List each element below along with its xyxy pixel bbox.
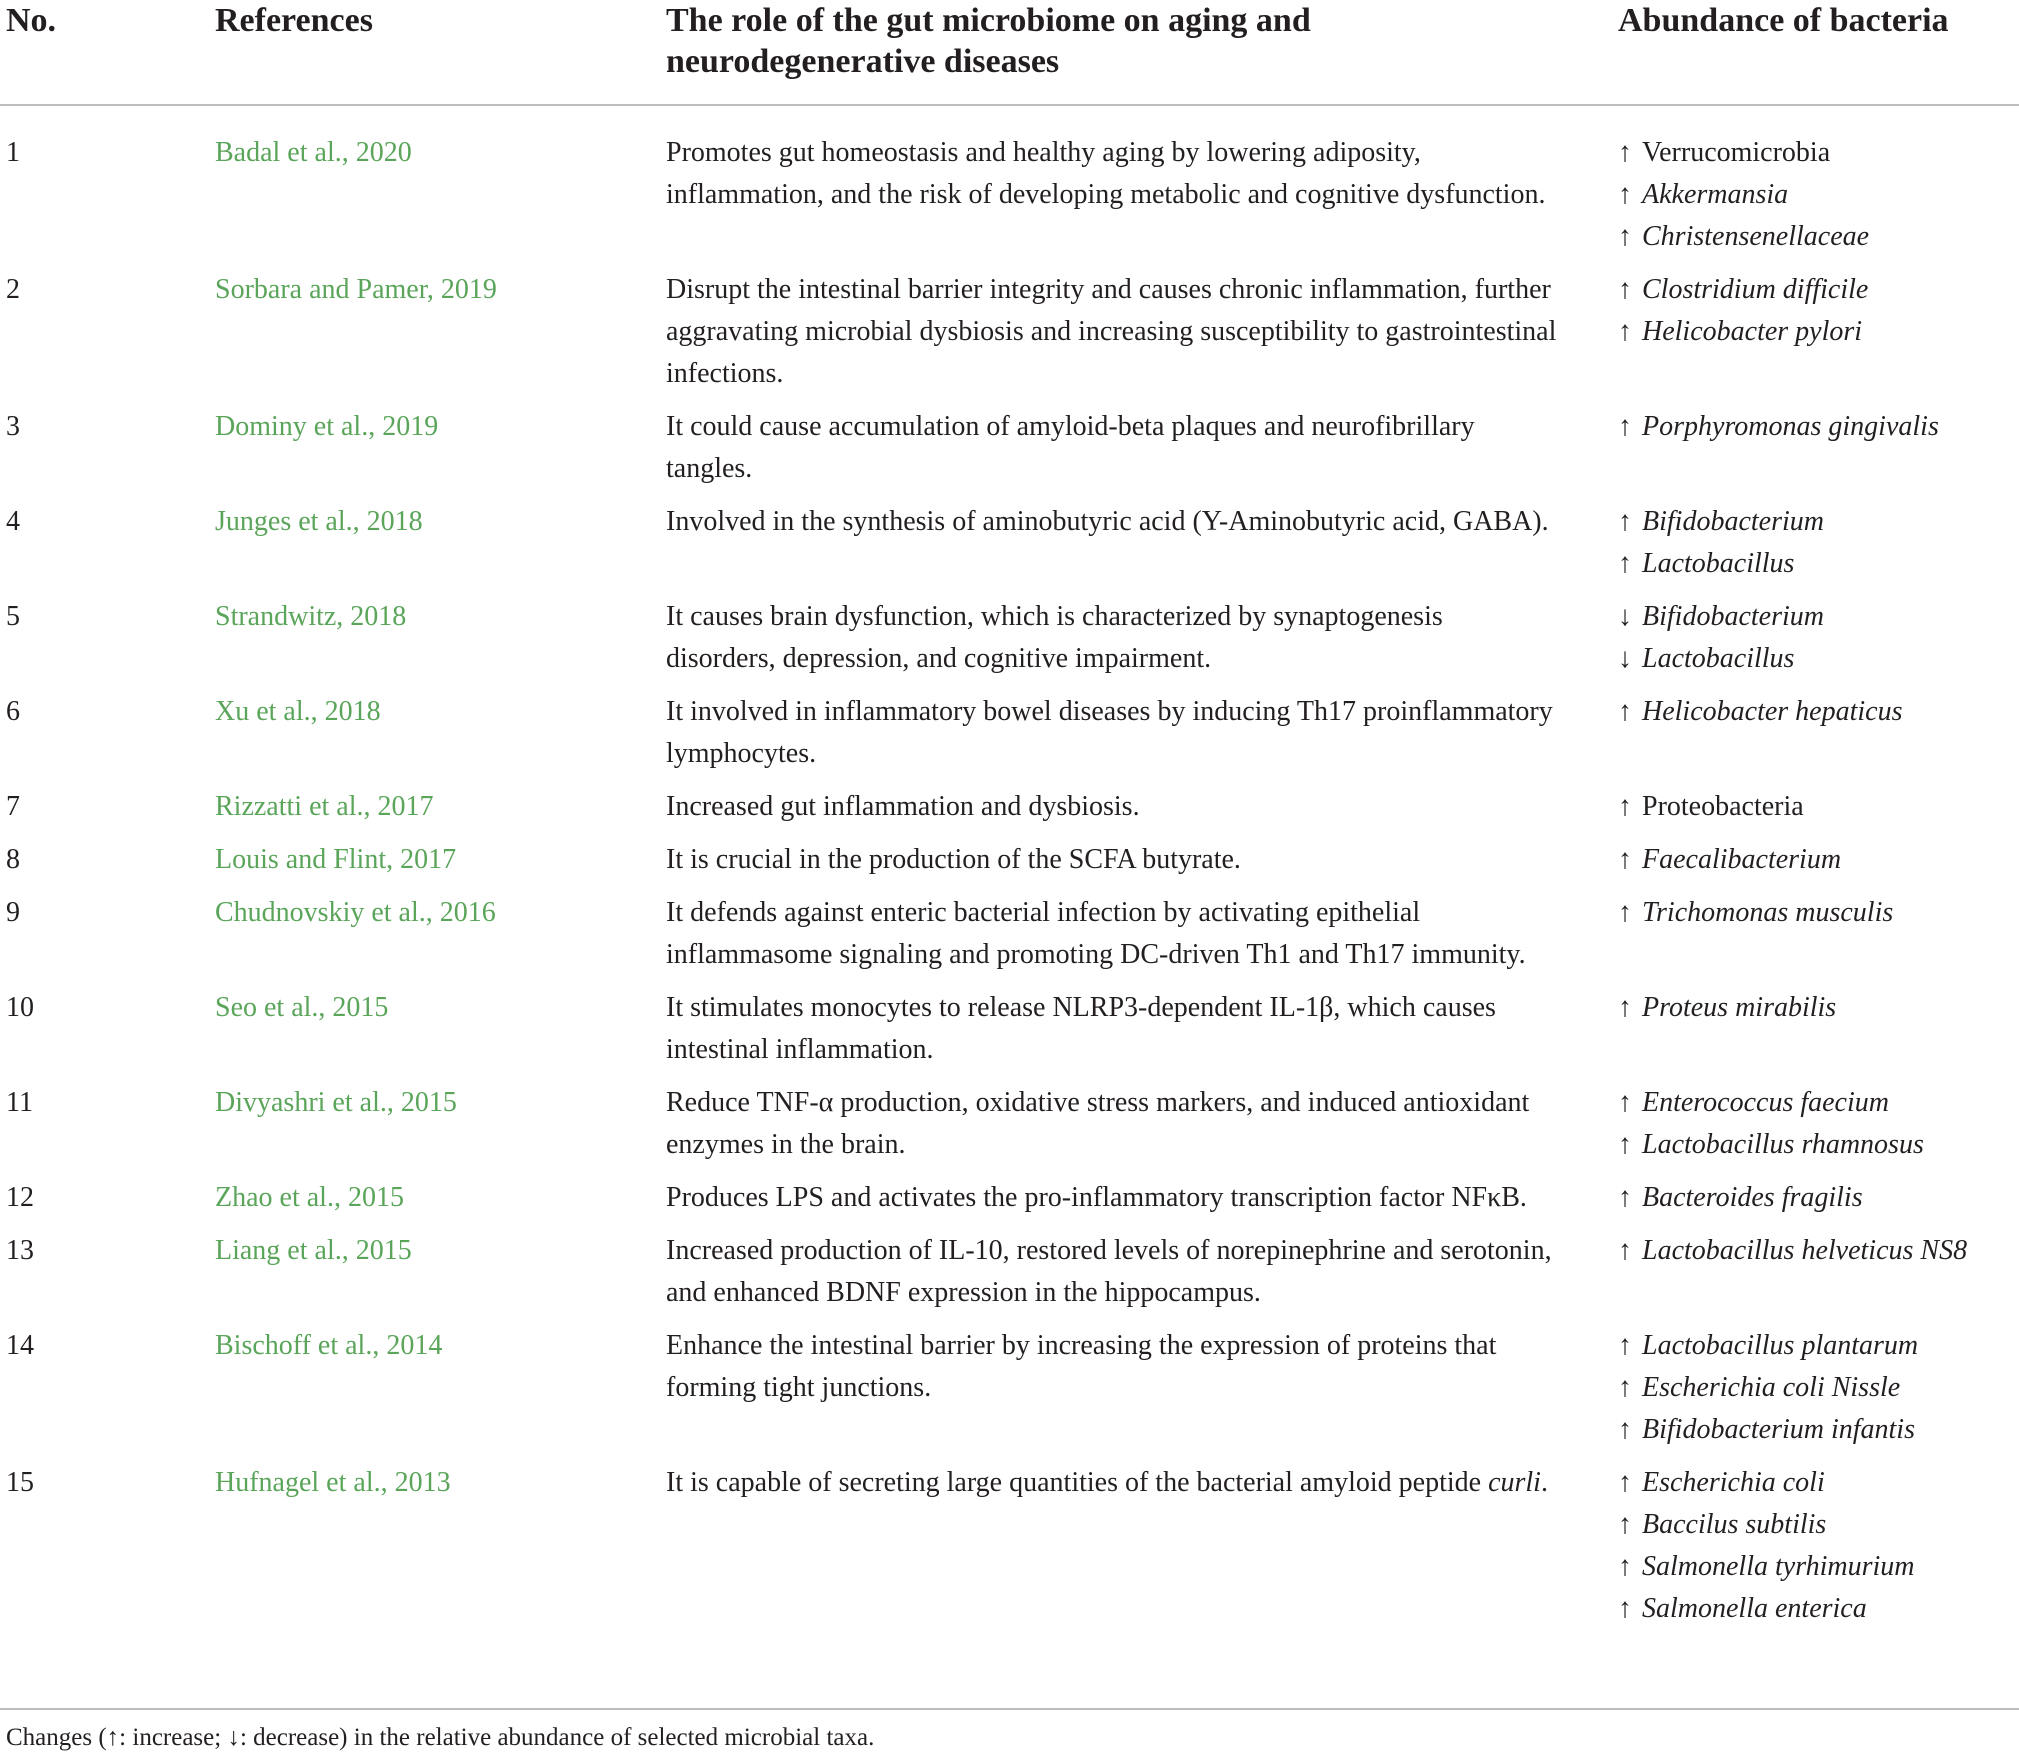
arrow-up-icon: ↑ [1618, 506, 1632, 537]
bacteria-name: Akkermansia [1642, 179, 1789, 210]
bacteria-name: Proteus mirabilis [1642, 992, 1837, 1023]
bacteria-entry [1618, 1325, 2019, 1367]
table-row [0, 406, 2019, 501]
role-description: Produces LPS and activates the pro-inflammatory transcription factor NFκB. [666, 1182, 1527, 1213]
footer-rule [0, 1708, 2019, 1710]
table-row [0, 691, 2019, 786]
reference-link[interactable]: Bischoff et al., 2014 [215, 1330, 443, 1361]
reference-link[interactable]: Hufnagel et al., 2013 [215, 1467, 451, 1498]
bacteria-entry [1618, 1409, 2019, 1451]
bacteria-name: Lactobacillus plantarum [1642, 1330, 1919, 1361]
reference-link[interactable]: Strandwitz, 2018 [215, 601, 407, 632]
table-body [0, 105, 2019, 1641]
bacteria-name: Lactobacillus rhamnosus [1642, 1129, 1924, 1160]
bacteria-entry [1618, 1588, 2019, 1630]
role-description: It is crucial in the production of the SCFA butyrate. [666, 844, 1241, 875]
bacteria-abundance [1618, 1177, 2019, 1230]
row-number: 2 [6, 274, 20, 305]
row-number: 12 [6, 1182, 34, 1213]
bacteria-entry [1618, 638, 2019, 680]
bacteria-abundance [1618, 1082, 2019, 1177]
role-description: It could cause accumulation of amyloid-beta plaques and neurofibrillary tangles. [666, 411, 1475, 484]
header-no: No. [6, 2, 57, 39]
row-number: 4 [6, 506, 20, 537]
table-row [0, 269, 2019, 406]
bacteria-entry [1618, 1546, 2019, 1588]
bacteria-name: Lactobacillus helveticus NS8 [1642, 1235, 1968, 1266]
bacteria-entry [1618, 501, 2019, 543]
arrow-up-icon: ↑ [1618, 1593, 1632, 1624]
arrow-up-icon: ↑ [1618, 696, 1632, 727]
arrow-up-icon: ↑ [1618, 274, 1632, 305]
bacteria-name: Escherichia coli Nissle [1642, 1372, 1901, 1403]
bacteria-entry [1618, 987, 2019, 1029]
arrow-up-icon: ↑ [1618, 1372, 1632, 1403]
bacteria-entry [1618, 269, 2019, 311]
arrow-up-icon: ↑ [1618, 548, 1632, 579]
bacteria-abundance [1618, 1325, 2019, 1462]
bacteria-abundance [1618, 269, 2019, 406]
bacteria-name: Christensenellaceae [1642, 221, 1870, 252]
bacteria-name: Baccilus subtilis [1642, 1509, 1827, 1540]
bacteria-name: Bifidobacterium infantis [1642, 1414, 1915, 1445]
bacteria-entry [1618, 1230, 2019, 1272]
role-description: Increased gut inflammation and dysbiosis. [666, 791, 1140, 822]
bacteria-entry [1618, 1082, 2019, 1124]
bacteria-name: Bifidobacterium [1642, 506, 1824, 537]
bacteria-name: Proteobacteria [1642, 791, 1804, 822]
table-row [0, 1462, 2019, 1641]
arrow-up-icon: ↑ [1618, 411, 1632, 442]
bacteria-abundance [1618, 501, 2019, 596]
arrow-up-icon: ↑ [1618, 1509, 1632, 1540]
reference-link[interactable]: Junges et al., 2018 [215, 506, 423, 537]
bacteria-name: Lactobacillus [1642, 548, 1795, 579]
role-text-part: . [1540, 1467, 1548, 1498]
table-row [0, 987, 2019, 1082]
table-row [0, 1325, 2019, 1462]
arrow-up-icon: ↑ [1618, 1129, 1632, 1160]
bacteria-abundance [1618, 839, 2019, 892]
bacteria-entry [1618, 132, 2019, 174]
arrow-up-icon: ↑ [1618, 316, 1632, 347]
bacteria-entry [1618, 839, 2019, 881]
bacteria-name: Porphyromonas gingivalis [1642, 411, 1939, 442]
role-description: Involved in the synthesis of aminobutyric acid (Υ-Aminobutyric acid, GABA). [666, 506, 1549, 537]
row-number: 5 [6, 601, 20, 632]
table-row [0, 892, 2019, 987]
bacteria-entry [1618, 892, 2019, 934]
role-description: It involved in inflammatory bowel diseases by inducing Th17 proinflammatory lymphocytes. [666, 696, 1553, 769]
bacteria-entry [1618, 543, 2019, 585]
bacteria-name: Helicobacter pylori [1642, 316, 1863, 347]
row-number: 7 [6, 791, 20, 822]
arrow-up-icon: ↑ [1618, 1182, 1632, 1213]
bacteria-abundance [1618, 1230, 2019, 1325]
role-text-part: curli [1488, 1467, 1541, 1498]
role-description: Disrupt the intestinal barrier integrity and causes chronic inflammation, further aggravating microbial dysbiosis and increasing susceptibility to gastrointestinal infections. [666, 274, 1557, 389]
bacteria-entry [1618, 1367, 2019, 1409]
role-description: Increased production of IL-10, restored levels of norepinephrine and serotonin, and enhanced BDNF expression in the hippocampus. [666, 1235, 1552, 1308]
bacteria-abundance [1618, 691, 2019, 786]
arrow-up-icon: ↑ [1618, 1551, 1632, 1582]
row-number: 1 [6, 137, 20, 168]
bacteria-name: Salmonella tyrhimurium [1642, 1551, 1915, 1582]
bacteria-name: Helicobacter hepaticus [1642, 696, 1903, 727]
role-description [666, 1462, 1618, 1641]
row-number: 11 [6, 1087, 33, 1118]
bacteria-name: Trichomonas musculis [1642, 897, 1894, 928]
row-number: 15 [6, 1467, 34, 1498]
row-number: 3 [6, 411, 20, 442]
header-references: References [215, 2, 373, 39]
bacteria-name: Escherichia coli [1642, 1467, 1825, 1498]
role-description: It causes brain dysfunction, which is characterized by synaptogenesis disorders, depression, and cognitive impairment. [666, 601, 1443, 674]
arrow-up-icon: ↑ [1618, 137, 1632, 168]
bacteria-abundance [1618, 892, 2019, 987]
bacteria-abundance [1618, 786, 2019, 839]
bacteria-abundance [1618, 596, 2019, 691]
arrow-up-icon: ↑ [1618, 1235, 1632, 1266]
bacteria-name: Clostridium difficile [1642, 274, 1869, 305]
bacteria-abundance [1618, 406, 2019, 501]
arrow-up-icon: ↑ [1618, 1414, 1632, 1445]
table-footnote: Changes (↑: increase; ↓: decrease) in the relative abundance of selected microbial taxa. [6, 1724, 875, 1751]
table-header-row [0, 0, 2019, 105]
bacteria-name: Faecalibacterium [1642, 844, 1842, 875]
role-description: Promotes gut homeostasis and healthy aging by lowering adiposity, inflammation, and the risk of developing metabolic and cognitive dysfunction. [666, 137, 1546, 210]
bacteria-entry [1618, 311, 2019, 353]
bacteria-entry [1618, 406, 2019, 448]
arrow-down-icon: ↓ [1618, 601, 1632, 632]
arrow-down-icon: ↓ [1618, 643, 1632, 674]
reference-link[interactable]: Dominy et al., 2019 [215, 411, 439, 442]
header-abundance: Abundance of bacteria [1618, 2, 1949, 39]
bacteria-entry [1618, 1504, 2019, 1546]
role-description: Enhance the intestinal barrier by increasing the expression of proteins that forming tight junctions. [666, 1330, 1497, 1403]
table-row [0, 839, 2019, 892]
bacteria-abundance [1618, 1462, 2019, 1641]
bacteria-abundance [1618, 132, 2019, 269]
header-role: The role of the gut microbiome on aging and neurodegenerative diseases [666, 2, 1311, 80]
reference-link[interactable]: Sorbara and Pamer, 2019 [215, 274, 497, 305]
bacteria-entry [1618, 1177, 2019, 1219]
bacteria-abundance [1618, 987, 2019, 1082]
header-spacer [0, 105, 2019, 132]
arrow-up-icon: ↑ [1618, 844, 1632, 875]
bacteria-name: Bifidobacterium [1642, 601, 1824, 632]
row-number: 8 [6, 844, 20, 875]
role-description: Reduce TNF-α production, oxidative stress markers, and induced antioxidant enzymes in the brain. [666, 1087, 1530, 1160]
arrow-up-icon: ↑ [1618, 1330, 1632, 1361]
table-row [0, 596, 2019, 691]
bacteria-name: Lactobacillus [1642, 643, 1795, 674]
reference-link[interactable]: Rizzatti et al., 2017 [215, 791, 434, 822]
table-row [0, 1230, 2019, 1325]
reference-link[interactable]: Seo et al., 2015 [215, 992, 389, 1023]
arrow-up-icon: ↑ [1618, 992, 1632, 1023]
arrow-up-icon: ↑ [1618, 791, 1632, 822]
bacteria-entry [1618, 216, 2019, 258]
role-description: It defends against enteric bacterial infection by activating epithelial inflammasome signaling and promoting DC-driven Th1 and Th17 immunity. [666, 897, 1526, 970]
arrow-up-icon: ↑ [1618, 897, 1632, 928]
bacteria-name: Enterococcus faecium [1642, 1087, 1889, 1118]
arrow-up-icon: ↑ [1618, 1467, 1632, 1498]
role-text-part: It is capable of secreting large quantities of the bacterial amyloid peptide [666, 1467, 1489, 1498]
table-row [0, 786, 2019, 839]
row-number: 9 [6, 897, 20, 928]
bacteria-entry [1618, 596, 2019, 638]
reference-link[interactable]: Divyashri et al., 2015 [215, 1087, 457, 1118]
table-row [0, 1082, 2019, 1177]
row-number: 10 [6, 992, 34, 1023]
bacteria-name: Salmonella enterica [1642, 1593, 1867, 1624]
row-number: 6 [6, 696, 20, 727]
bacteria-entry [1618, 174, 2019, 216]
role-description: It stimulates monocytes to release NLRP3-dependent IL-1β, which causes intestinal inflammation. [666, 992, 1496, 1065]
reference-link[interactable]: Badal et al., 2020 [215, 137, 412, 168]
table-row [0, 132, 2019, 269]
bacteria-entry [1618, 1462, 2019, 1504]
reference-link[interactable]: Chudnovskiy et al., 2016 [215, 897, 496, 928]
reference-link[interactable]: Xu et al., 2018 [215, 696, 381, 727]
bacteria-entry [1618, 1124, 2019, 1166]
bacteria-name: Bacteroides fragilis [1642, 1182, 1863, 1213]
bacteria-entry [1618, 786, 2019, 828]
row-number: 14 [6, 1330, 34, 1361]
arrow-up-icon: ↑ [1618, 1087, 1632, 1118]
bacteria-entry [1618, 691, 2019, 733]
bacteria-name: Verrucomicrobia [1642, 137, 1831, 168]
reference-link[interactable]: Zhao et al., 2015 [215, 1182, 404, 1213]
reference-link[interactable]: Louis and Flint, 2017 [215, 844, 457, 875]
table-row [0, 1177, 2019, 1230]
row-number: 13 [6, 1235, 34, 1266]
reference-link[interactable]: Liang et al., 2015 [215, 1235, 412, 1266]
arrow-up-icon: ↑ [1618, 179, 1632, 210]
arrow-up-icon: ↑ [1618, 221, 1632, 252]
table-row [0, 501, 2019, 596]
